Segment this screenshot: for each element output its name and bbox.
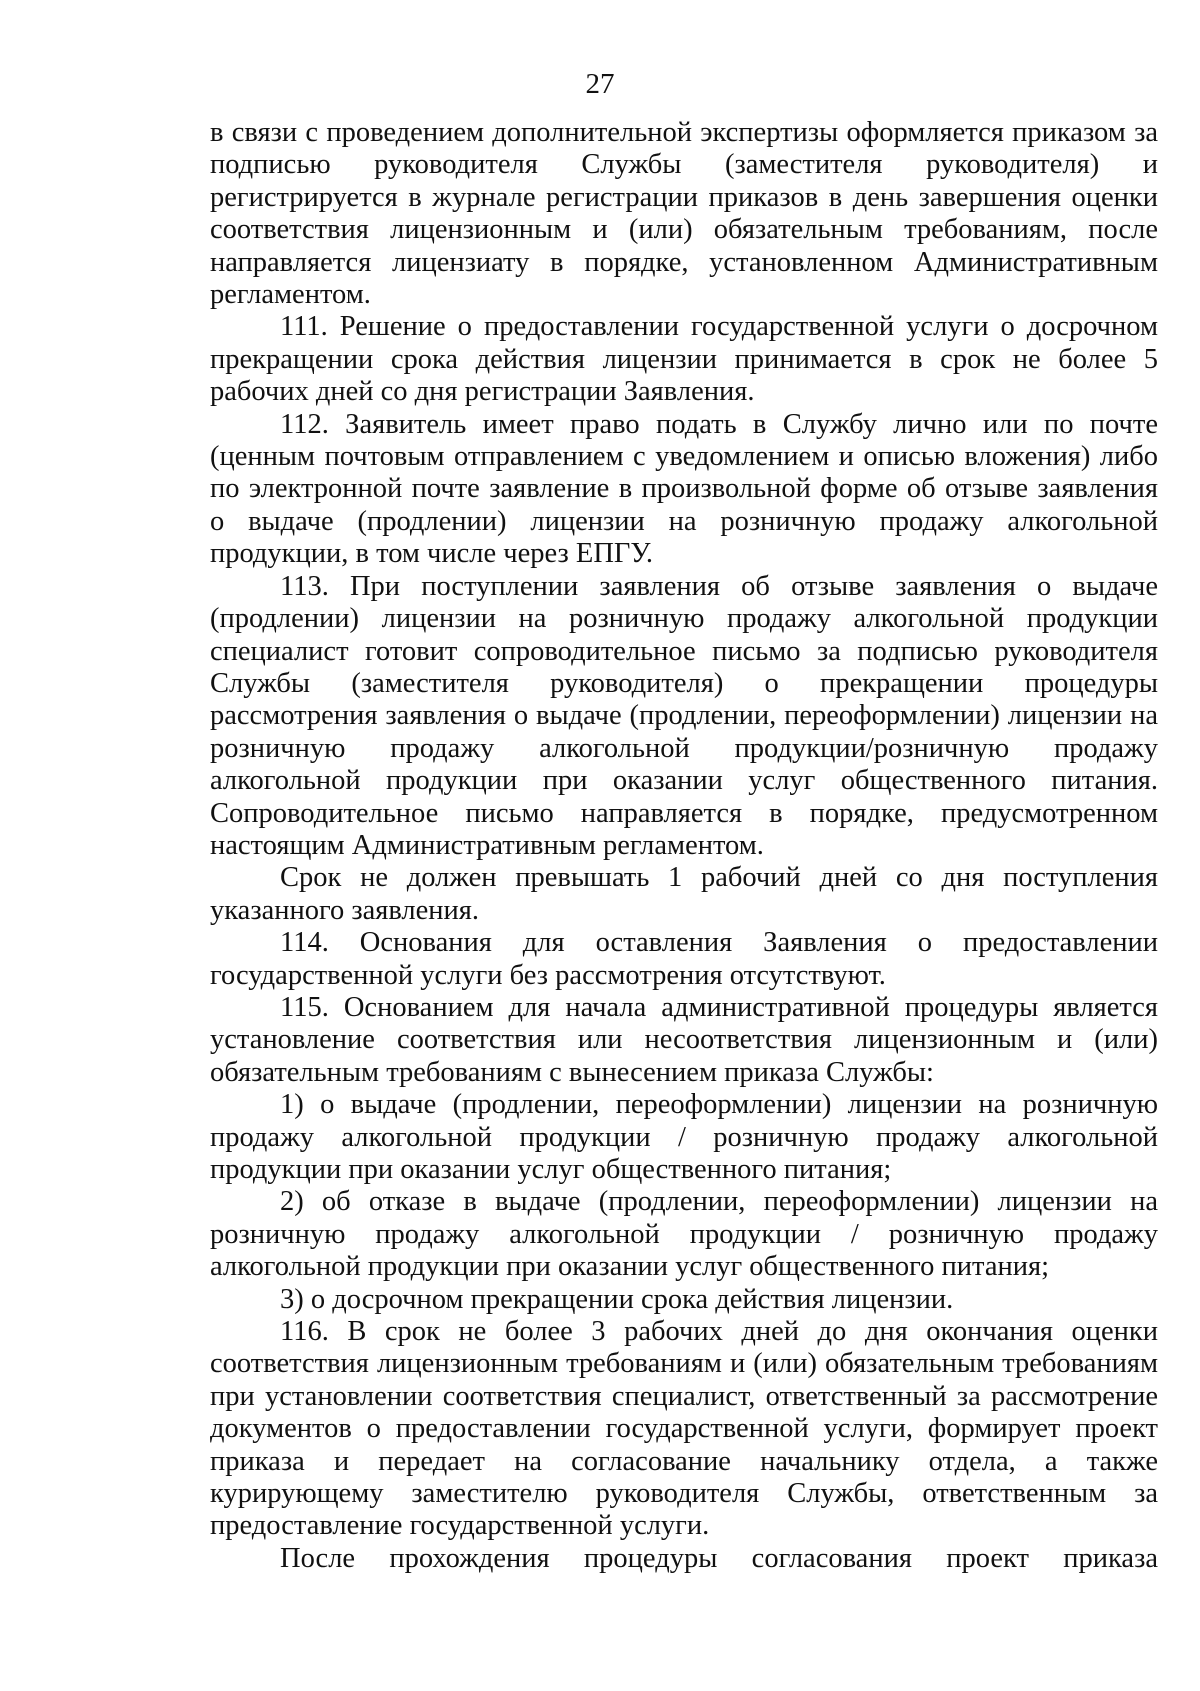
paragraph-112: 112. Заявитель имеет право подать в Службу лично или по почте (ценным почтовым отправлением с уведомлением и описью вложения) либо по электронной почте заявление в произвольной форме об отзыве заявления о выдаче (продлении) лицензии на розничную продажу алкогольной продукции, в том числе через ЕПГУ. — [210, 408, 1158, 570]
paragraph-116: 116. В срок не более 3 рабочих дней до дня окончания оценки соответствия лицензионным требованиям и (или) обязательным требованиям при установлении соответствия специалист, ответственный за рассмотрение документов о предоставлении государственной услуги, формирует проект приказа и передает на согласование начальнику отдела, а также курирующему заместителю руководителя Службы, ответственным за предоставление государственной услуги. — [210, 1316, 1158, 1542]
page-number: 27 — [585, 68, 615, 100]
paragraph-115: 115. Основанием для начала административной процедуры является установление соответствия или несоответствия лицензионным и (или) обязательным требованиям с вынесением приказа Службы: — [210, 991, 1158, 1088]
paragraph-continuation: в связи с проведением дополнительной экспертизы оформляется приказом за подписью руководителя Службы (заместителя руководителя) и регистрируется в журнале регистрации приказов в день завершения оценки соответствия лицензионным и (или) обязательным требованиям, после направляется лицензиату в порядке, установленном Административным регламентом. — [210, 117, 1158, 311]
list-item-2: 2) об отказе в выдаче (продлении, переоформлении) лицензии на розничную продажу алкогольной продукции / розничную продажу алкогольной продукции при оказании услуг общественного питания; — [210, 1186, 1158, 1283]
paragraph-deadline: Срок не должен превышать 1 рабочий дней со дня поступления указанного заявления. — [210, 862, 1158, 926]
list-item-3: 3) о досрочном прекращении срока действия лицензии. — [280, 1283, 954, 1315]
paragraph-111: 111. Решение о предоставлении государственной услуги о досрочном прекращении срока действия лицензии принимается в срок не более 5 рабочих дней со дня регистрации Заявления. — [210, 311, 1158, 408]
paragraph-approval: После прохождения процедуры согласования проект приказа — [280, 1542, 1158, 1574]
list-item-1: 1) о выдаче (продлении, переоформлении) лицензии на розничную продажу алкогольной продукции / розничную продажу алкогольной продукции при оказании услуг общественного питания; — [210, 1089, 1158, 1185]
paragraph-114: 114. Основания для оставления Заявления о предоставлении государственной услуги без рассмотрения отсутствуют. — [210, 927, 1158, 991]
paragraph-113: 113. При поступлении заявления об отзыве заявления о выдаче (продлении) лицензии на розничную продажу алкогольной продукции специалист готовит сопроводительное письмо за подписью руководителя Службы (заместителя руководителя) о прекращении процедуры рассмотрения заявления о выдаче (продлении, переоформлении) лицензии на розничную продажу алкогольной продукции/розничную продажу алкогольной продукции при оказании услуг общественного питания. Сопроводительное письмо направляется в порядке, предусмотренном настоящим Административным регламентом. — [210, 570, 1158, 861]
document-body — [210, 117, 1158, 1575]
